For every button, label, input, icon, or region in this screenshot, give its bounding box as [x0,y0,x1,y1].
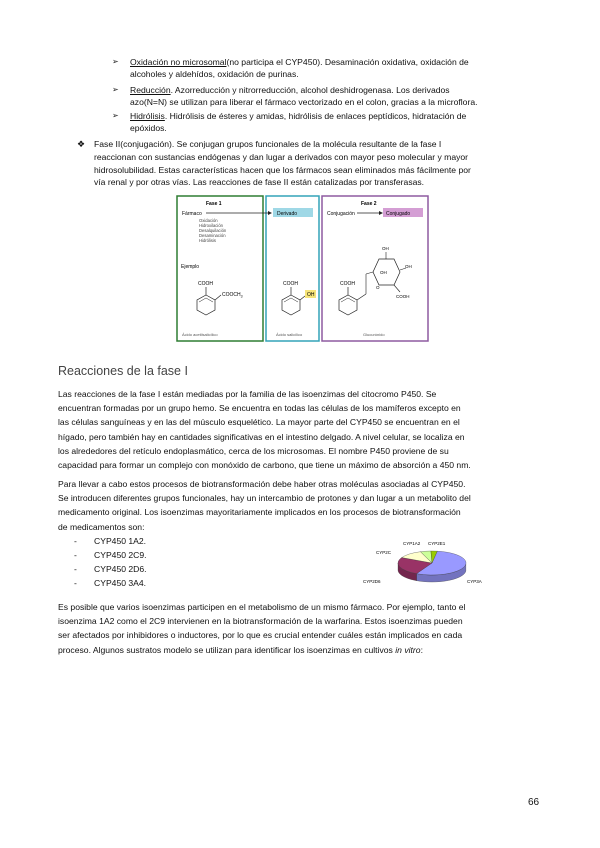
bullet-text: alcoholes y aldehídos, oxidación de purinas. [130,69,299,79]
text-line: medicamento original. Los isoenzimas mayoritariamente implicados en los procesos de biotransformación [58,507,461,518]
cooh-label: COOH [198,281,213,287]
bullet-text: azo(N=N) se utilizan para liberar el fármaco vectorizado en el colon, gracias a la microflora. [130,97,478,107]
bullet-reduccion [130,84,542,108]
text-line: de medicamentos son: [58,521,145,532]
paragraph-warfarina [58,600,542,657]
pie-label-cyp3a: CYP3A [467,579,482,584]
text-line: hidrosolubilidad. Estas características hacen que los fármacos sean eliminados más fácilmente por [94,164,471,175]
reaction-item: Desaminación [199,233,226,238]
text-line: los alrededores del retículo endoplasmático, cerca de los microsomas. El nombre P450 proviene de su [58,445,449,456]
reaction-item: Desalquilación [199,228,227,233]
bullet-text: . Azorreducción y nitrorreducción, alcohol deshidrogenasa. Los derivados [170,85,450,95]
isoenzyme-list [74,534,147,590]
cooch3-label: $COOCH_3$ [222,292,243,299]
oh-label: OH [380,270,387,275]
diamond-bullet-icon: ❖ [77,139,86,149]
page-number: 66 [528,797,540,808]
list-item: - CYP450 1A2. [74,536,147,546]
reaction-item: Hidroxilación [199,223,223,228]
section-title: Reacciones de la fase I [58,364,188,378]
cooh-label: COOH [340,281,355,287]
structure-name: Glucurónido [363,332,385,337]
pie-label-cyp2c: CYP2C [376,550,392,555]
text-line: : [420,644,423,655]
derivado-label: Derivado [277,211,298,217]
conjugado-label: Conjugado [386,211,411,217]
bullet-oxidacion [130,56,542,80]
structure-name: Ácido salicílico [276,332,303,337]
arrow-bullet-icon: ➢ [112,111,119,120]
reaction-item: Hidrólisis [199,238,216,243]
cooh-label: COOH [396,294,410,299]
oh-label: OH [382,246,389,251]
conjugacion-label: Conjugación [327,211,355,217]
bullet-hidrolisis [130,110,542,134]
reaction-item: Oxidación [199,218,218,223]
text-line: reaccionan con sustancias endógenas y dan lugar a derivados con mayor peso molecular y mayor [94,151,469,162]
fase2-paragraph [94,138,542,189]
text-line: Fase II(conjugación). Se conjugan grupos funcionales de la molécula resultante de la fase I [94,139,442,149]
text-line: capacidad para formar un complejo con monóxido de carbono, que tiene un máximo de absorción a 450 nm. [58,460,471,471]
text-line: ser afectados por inhibidores o inductores, por lo que es crucial entender cuáles están implicados en cada [58,630,463,641]
paragraph-biotransformacion [58,477,542,534]
metabolism-diagram [176,194,431,344]
fase1-label: Fase 1 [206,201,222,207]
text-line: proceso. Algunos sustratos modelo se utilizan para identificar los isoenzimas en cultivos [58,644,396,655]
bullet-text: epóxidos. [130,123,167,133]
pie-label-cyp2d6: CYP2D6 [363,579,381,584]
text-line: Es posible que varios isoenzimas participen en el metabolismo de un mismo fármaco. Por ejemplo, tanto el [58,602,466,612]
isoenzyme-pie-chart [354,536,494,588]
text-line: vía renal y por otras vías. Las reacciones de fase II están catalizadas por transferasas. [94,177,425,188]
bullet-text: (no participa el CYP450). Desaminación oxidativa, oxidación de [226,57,469,67]
oh-label: OH [405,264,412,269]
text-line: hígado, pero también hay en cantidades significativas en el intestino delgado. A nivel celular, se localiza en [58,431,465,442]
bullet-title: Hidrólisis [130,111,165,121]
text-line: encuentran formadas por un grupo hemo. Se encuentra en todas las células de los mamíferos excepto en [58,403,461,414]
text-line: las células sanguíneas y en las del músculo esquelético. La mayor parte del CYP450 se encuentran en el [58,417,460,428]
text-line: isoenzima 1A2 como el 2C9 intervienen en la biotransformación de la warfarina. Estos isoenzimas pueden [58,616,463,627]
structure-name: Ácido acetilsalicílico [182,332,218,337]
list-item: - CYP450 2D6. [74,564,147,574]
farmaco-label: Fármaco [182,211,202,217]
arrow-bullet-icon: ➢ [112,85,119,94]
text-line: Las reacciones de la fase I están mediadas por la familia de las isoenzimas del citocromo P450. Se [58,389,437,399]
arrow-bullet-icon: ➢ [112,57,119,66]
ejemplo-label: Ejemplo [181,264,200,270]
pie-label-cyp2e1: CYP2E1 [428,541,446,546]
list-item: - CYP450 3A4. [74,578,147,588]
bullet-title: Reducción [130,85,171,95]
italic-text: in vitro [395,644,421,655]
oh-label: OH [307,292,315,298]
text-line: Se introducen diferentes grupos funcionales, hay un intercambio de protones y dan lugar a un metabolito del [58,493,471,504]
fase2-label: Fase 2 [361,201,377,207]
bullet-text: . Hidrólisis de ésteres y amidas, hidrólisis de enlaces peptídicos, hidratación de [164,111,467,121]
o-label: O [376,285,380,290]
list-item: - CYP450 2C9. [74,550,147,560]
text-line: Para llevar a cabo estos procesos de biotransformación debe haber otras moléculas asociadas al CYP450. [58,479,466,489]
bullet-title: Oxidación no microsomal [130,57,227,67]
cooh-label: COOH [283,281,298,287]
paragraph-fase1-intro [58,387,542,472]
pie-label-cyp1a2: CYP1A2 [403,541,421,546]
